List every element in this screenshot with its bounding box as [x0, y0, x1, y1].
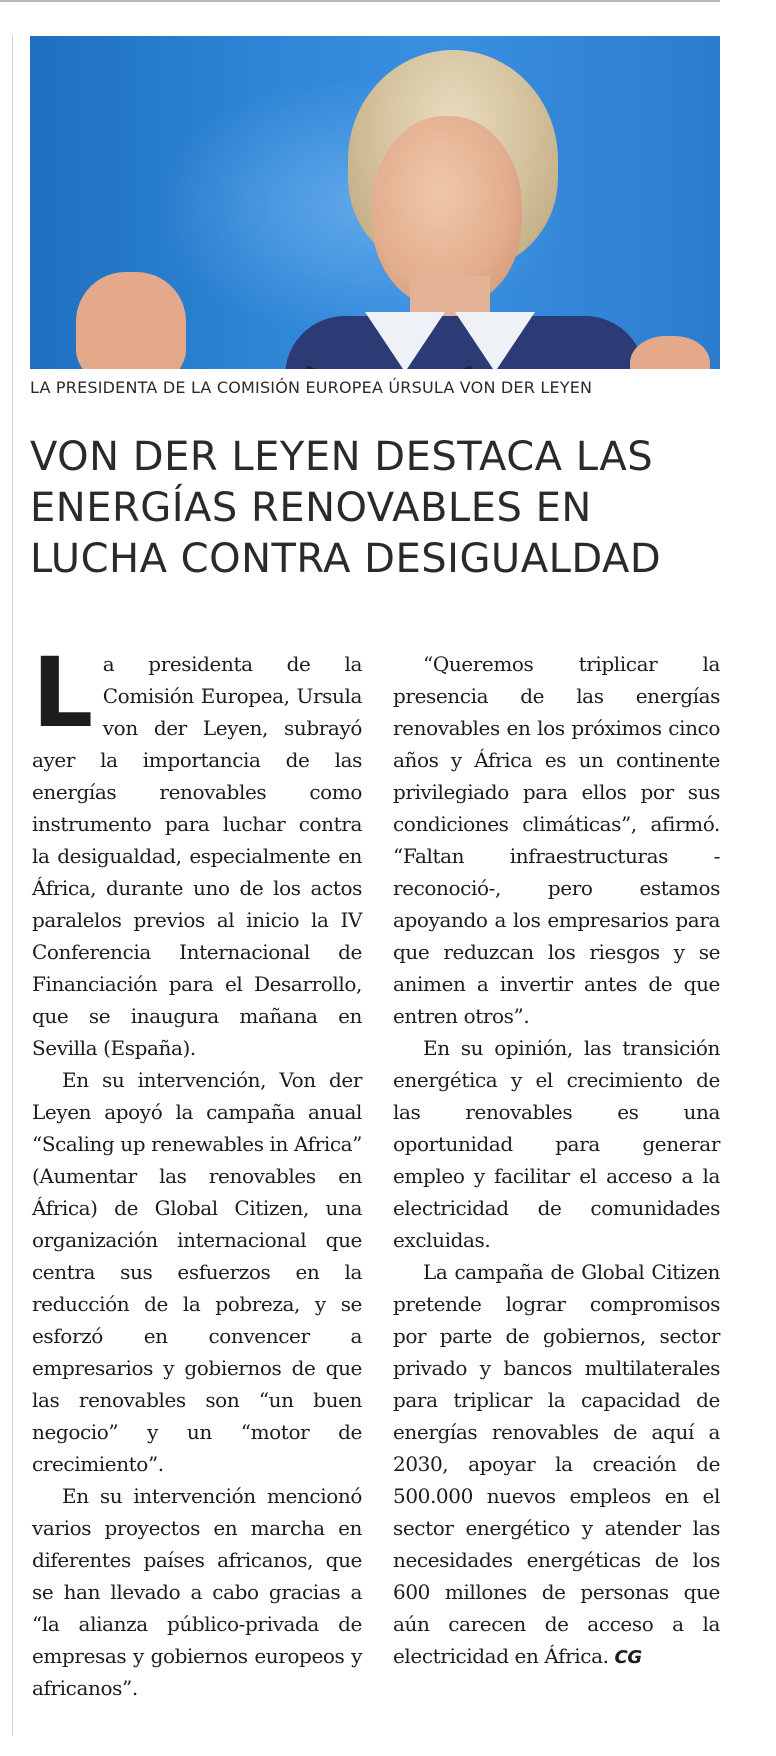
article-paragraph: En su opinión, las transición energética y el crecimiento de las renovables es una oportunidad para generar empleo y facilitar el acceso a la electricidad de comunidades excluidas.	[393, 1036, 720, 1252]
drop-cap: L	[32, 637, 93, 749]
raised-hand-right	[630, 336, 710, 369]
article-paragraph: “Queremos triplicar la presencia de las energías renovables en los próximos cinco años y África es un continente privilegiado para ellos por sus condiciones climáticas”, afirmó. “Faltan infraestructuras -reconoció-, pero estamos apoyando a los empresarios para que reduzcan los riesgos y se animen a invertir antes de que entren otros”.	[393, 652, 720, 1028]
column-rule	[12, 36, 13, 1736]
article-paragraph: En su intervención mencionó varios proyectos en marcha en diferentes países africanos, que se han llevado a cabo gracias a “la alianza público-privada de empresas y gobiernos europeos y africanos”.	[32, 1484, 362, 1700]
raised-hand-left	[76, 272, 186, 369]
article-paragraph	[32, 637, 362, 1064]
photo-caption: LA PRESIDENTA DE LA COMISIÓN EUROPEA ÚRSULA VON DER LEYEN	[30, 378, 593, 397]
article-paragraph	[393, 1256, 720, 1674]
paragraph-text: La campaña de Global Citizen pretende lograr compromisos por parte de gobiernos, sector privado y bancos multilaterales para triplicar la capacidad de energías renovables de aquí a 2030, apoyar la creación de 500.000 nuevos empleos en el sector energético y atender las necesidades energéticas de los 600 millones de personas que aún carecen de acceso a la electricidad en África.	[393, 1260, 720, 1668]
article-column-right	[393, 648, 720, 1674]
headline	[30, 432, 730, 585]
end-mark: CG	[614, 1647, 642, 1668]
article-photo	[30, 36, 720, 369]
headline-line: LUCHA CONTRA DESIGUALDAD	[30, 536, 662, 582]
headline-line: ENERGÍAS RENOVABLES EN	[30, 485, 592, 531]
paragraph-text: a presidenta de la Comisión Europea, Ursula von der Leyen, subrayó ayer la importancia de las energías renovables como instrumento para luchar contra la desigualdad, especialmente en África, durante uno de los actos paralelos previos al inicio la IV Conferencia Internacional de Financiación para el Desarrollo, que se inaugura mañana en Sevilla (España).	[32, 652, 362, 1060]
top-rule	[0, 0, 720, 2]
article-column-left	[32, 637, 362, 1704]
headline-line: VON DER LEYEN DESTACA LAS	[30, 434, 654, 480]
article-paragraph: En su intervención, Von der Leyen apoyó la campaña anual “Scaling up renewables in Africa” (Aumentar las renovables en África) de Global Citizen, una organización internacional que centra sus esfuerzos en la reducción de la pobreza, y se esforzó en convencer a empresarios y gobiernos de que las renovables son “un buen negocio” y un “motor de crecimiento”.	[32, 1068, 362, 1476]
